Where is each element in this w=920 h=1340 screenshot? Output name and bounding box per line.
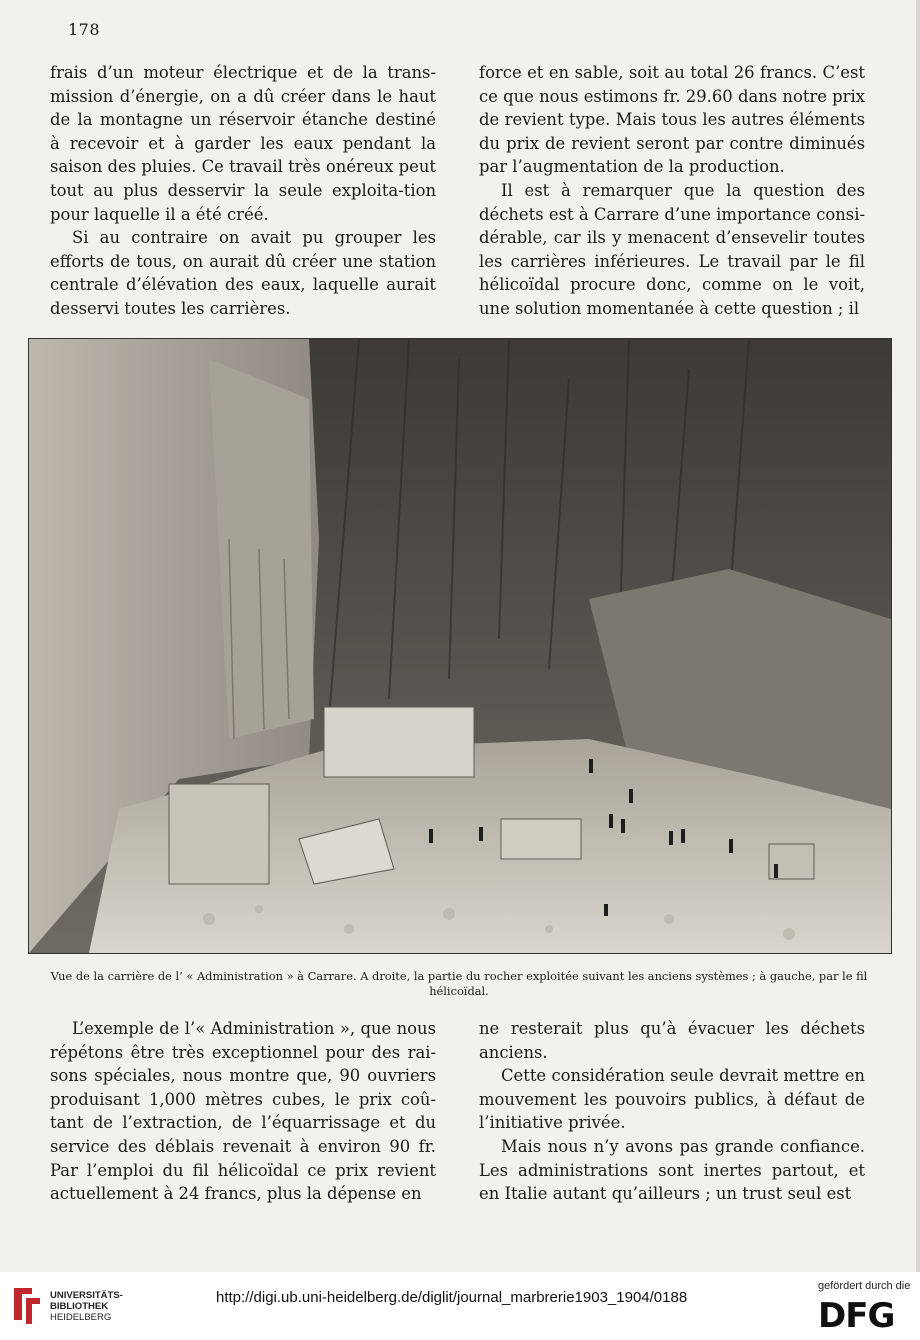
funding-label: gefördert durch die — [818, 1280, 911, 1292]
paragraph: L’exemple de l’« Administration », que nous répétons être très exceptionnel pour des rai-sons spéciales, nous montre que, 90 ouvriers produisant 1,000 mètres cubes, le prix coû-tant de l’extraction, de l’équarrissage et du service des déblais revenait à environ 90 fr. Par l’emploi du fil hélicoïdal ce prix revient actuellement à 24 francs, plus la dépense en — [50, 1019, 436, 1204]
paragraph: Il est à remarquer que la question des déchets est à Carrare d’une importance consi-dérable, car ils y menacent d’ensevelir toutes les carrières inférieures. Le travail par le fil hélicoïdal procure donc, comme on le voit, une solution momentanée à cette question ; il — [479, 180, 865, 318]
dfg-logo: DFG — [818, 1296, 895, 1336]
university-name — [50, 1290, 123, 1323]
university-name-line: BIBLIOTHEK — [50, 1301, 109, 1312]
footer-bar — [0, 1272, 920, 1340]
figure-caption: Vue de la carrière de l’ « Administration » à Carrare. A droite, la partie du rocher exploitée suivant les anciens systèmes ; à gauche, par le fil hélicoïdal. — [50, 969, 868, 998]
column-top-left — [50, 61, 436, 321]
column-bottom-right — [479, 1017, 865, 1206]
paragraph: Si au contraire on avait pu grouper les efforts de tous, on aurait dû créer une station centrale d’élévation des eaux, laquelle aurait desservi toutes les carrières. — [50, 228, 436, 318]
paragraph: ne resterait plus qu’à évacuer les déchets anciens. — [479, 1019, 865, 1062]
paragraph: force et en sable, soit au total 26 francs. C’est ce que nous estimons fr. 29.60 dans notre prix de revient type. Mais tous les autres éléments du prix de revient seront par contre diminués par l’augmentation de la production. — [479, 63, 865, 177]
university-logo-icon — [10, 1284, 44, 1326]
quarry-photo-illustration — [29, 339, 891, 953]
permalink-url[interactable]: http://digi.ub.uni-heidelberg.de/diglit/journal_marbrerie1903_1904/0188 — [216, 1289, 688, 1306]
university-name-line: UNIVERSITÄTS- — [50, 1290, 123, 1301]
column-bottom-left — [50, 1017, 436, 1206]
paragraph: Mais nous n’y avons pas grande confiance. Les administrations sont inertes partout, et en Italie autant qu’ailleurs ; un trust seul est — [479, 1136, 865, 1204]
paragraph: Cette considération seule devrait mettre en mouvement les pouvoirs publics, à défaut de l’initiative privée. — [479, 1066, 865, 1133]
university-name-line: HEIDELBERG — [50, 1312, 112, 1323]
column-top-right — [479, 61, 865, 321]
page-number: 178 — [68, 20, 101, 39]
paragraph: frais d’un moteur électrique et de la trans-mission d’énergie, on a dû créer dans le haut de la montagne un réservoir étanche destiné à recevoir et à garder les eaux pendant la saison des pluies. Ce travail très onéreux peut tout au plus desservir la seule exploita-tion pour laquelle il a été créé. — [50, 63, 436, 224]
quarry-photograph — [28, 338, 892, 954]
